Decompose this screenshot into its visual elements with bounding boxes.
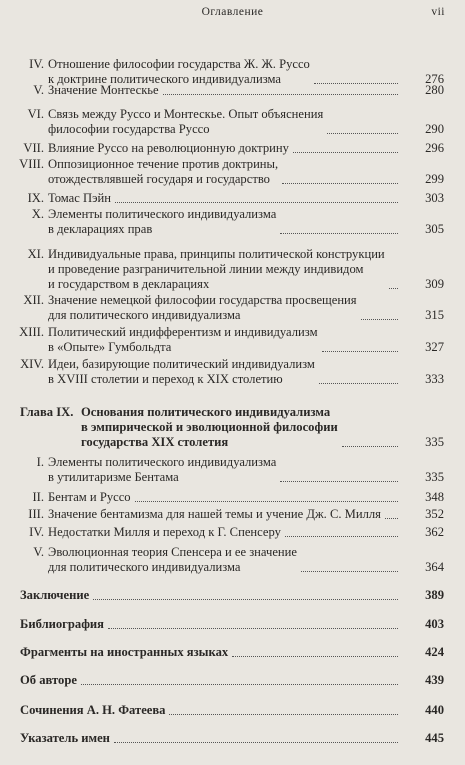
toc-entry-number: V. bbox=[33, 545, 44, 559]
toc-entry-title-line: Оппозиционное течение против доктрины, bbox=[48, 157, 279, 171]
toc-entry-title bbox=[48, 507, 381, 522]
toc-entry-title-line: Бентам и Руссо bbox=[48, 490, 131, 504]
dot-leader bbox=[389, 287, 398, 289]
toc-entry-number: XII. bbox=[23, 293, 44, 307]
toc-entry-title bbox=[48, 525, 281, 540]
toc-entry-number: IX. bbox=[27, 191, 44, 205]
toc-entry-number: VIII. bbox=[19, 157, 44, 171]
toc-entry-title-line: Недостатки Милля и переход к Г. Спенсеру bbox=[48, 525, 281, 539]
toc-entry-page: 290 bbox=[425, 122, 444, 136]
dot-leader bbox=[163, 93, 398, 95]
toc-entry-number: II. bbox=[32, 490, 44, 504]
toc-entry-title-line: Заключение bbox=[20, 588, 90, 602]
dot-leader bbox=[361, 318, 398, 320]
toc-entry-title-line: Влияние Руссо на революционную доктрину bbox=[48, 141, 289, 155]
dot-leader bbox=[169, 713, 398, 715]
toc-entry-title bbox=[48, 490, 131, 505]
toc-entry-page: 335 bbox=[425, 470, 444, 484]
toc-entry-title bbox=[48, 83, 159, 98]
toc-entry-title-line: и проведение разграничительной линии между индивидом bbox=[48, 262, 364, 276]
toc-entry-title-line: философии государства Руссо bbox=[48, 122, 210, 136]
dot-leader bbox=[81, 683, 398, 685]
dot-leader bbox=[280, 232, 398, 234]
toc-entry-title bbox=[20, 703, 165, 718]
toc-entry-page: 296 bbox=[425, 141, 444, 155]
toc-entry-title bbox=[20, 673, 77, 688]
dot-leader bbox=[342, 445, 398, 447]
toc-entry-title-line: Значение немецкой философии государства просвещения bbox=[48, 293, 357, 307]
toc-entry-title bbox=[48, 247, 385, 292]
toc-entry-title-line: Значение бентамизма для нашей темы и учение Дж. С. Милля bbox=[48, 507, 381, 521]
dot-leader bbox=[301, 570, 398, 572]
dot-leader bbox=[114, 741, 398, 743]
toc-entry-page: 303 bbox=[425, 191, 444, 205]
toc-entry-page: 439 bbox=[425, 673, 444, 687]
toc-entry-title-line: Отношение философии государства Ж. Ж. Руссо bbox=[48, 57, 310, 71]
toc-entry-title bbox=[20, 645, 228, 660]
toc-entry-title-line: в XVIII столетии и переход к XIX столетию bbox=[48, 372, 283, 386]
toc-entry-title-line: в эмпирической и эволюционной философии bbox=[81, 420, 338, 434]
toc-entry-number: III. bbox=[28, 507, 44, 521]
dot-leader bbox=[293, 151, 398, 153]
toc-entry-title bbox=[48, 545, 297, 575]
toc-entry-number: V. bbox=[33, 83, 44, 97]
toc-entry-page: 309 bbox=[425, 277, 444, 291]
toc-entry-title bbox=[48, 207, 276, 237]
toc-entry-page: 445 bbox=[425, 731, 444, 745]
toc-entry-title-line: в декларациях прав bbox=[48, 222, 153, 236]
toc-entry-title-line: Значение Монтескье bbox=[48, 83, 159, 97]
toc-entry-title-line: Библиография bbox=[20, 617, 104, 631]
toc-entry-title-line: Томас Пэйн bbox=[48, 191, 111, 205]
header-page-number: vii bbox=[431, 6, 445, 18]
toc-entry-title bbox=[48, 141, 289, 156]
toc-entry-page: 305 bbox=[425, 222, 444, 236]
toc-entry-title bbox=[20, 588, 89, 603]
running-header bbox=[0, 6, 465, 26]
header-title: Оглавление bbox=[201, 6, 264, 18]
toc-entry-page: 348 bbox=[425, 490, 444, 504]
dot-leader bbox=[322, 350, 398, 352]
toc-entry-title-line: Об авторе bbox=[20, 673, 77, 687]
toc-entry-page: 327 bbox=[425, 340, 444, 354]
toc-entry-title-line: Политический индифферентизм и индивидуализм bbox=[48, 325, 318, 339]
toc-entry-title-line: государства XIX столетия bbox=[81, 435, 229, 449]
toc-entry-number: IV. bbox=[29, 525, 44, 539]
toc-entry-number: XIV. bbox=[20, 357, 44, 371]
toc-entry-number: X. bbox=[31, 207, 44, 221]
toc-entry-page: 403 bbox=[425, 617, 444, 631]
dot-leader bbox=[285, 535, 398, 537]
toc-entry-title bbox=[20, 617, 104, 632]
toc-entry-title-line: Элементы политического индивидуализма bbox=[48, 207, 277, 221]
toc-entry-number: XI. bbox=[27, 247, 44, 261]
toc-entry-page: 333 bbox=[425, 372, 444, 386]
toc-entry-page: 424 bbox=[425, 645, 444, 659]
toc-entry-page: 389 bbox=[425, 588, 444, 602]
dot-leader bbox=[327, 132, 398, 134]
toc-entry-title-line: Идеи, базирующие политический индивидуализм bbox=[48, 357, 315, 371]
dot-leader bbox=[282, 182, 398, 184]
toc-entry-title-line: для политического индивидуализма bbox=[48, 308, 241, 322]
dot-leader bbox=[108, 627, 398, 629]
toc-entry-title-line: Указатель имен bbox=[20, 731, 110, 745]
dot-leader bbox=[385, 517, 398, 519]
dot-leader bbox=[314, 82, 398, 84]
toc-entry-title-line: Основания политического индивидуализма bbox=[81, 405, 331, 419]
toc-entry-title-line: Связь между Руссо и Монтескье. Опыт объяснения bbox=[48, 107, 324, 121]
dot-leader bbox=[135, 500, 398, 502]
toc-entry-number: XIII. bbox=[19, 325, 44, 339]
toc-entry-title bbox=[48, 357, 315, 387]
toc-entry-page: 299 bbox=[425, 172, 444, 186]
toc-entry-page: 280 bbox=[425, 83, 444, 97]
dot-leader bbox=[93, 598, 398, 600]
toc-entry-title bbox=[48, 107, 323, 137]
toc-entry-title-line: Эволюционная теория Спенсера и ее значение bbox=[48, 545, 297, 559]
toc-entry-title-line: Индивидуальные права, принципы политической конструкции bbox=[48, 247, 385, 261]
dot-leader bbox=[115, 201, 398, 203]
toc-entry-title-line: Фрагменты на иностранных языках bbox=[20, 645, 229, 659]
toc-entry-number: VI. bbox=[27, 107, 44, 121]
toc-entry-title bbox=[48, 191, 111, 206]
toc-entry-title-line: Элементы политического индивидуализма bbox=[48, 455, 277, 469]
toc-entry-page: 335 bbox=[425, 435, 444, 449]
toc-entry-title bbox=[48, 293, 357, 323]
dot-leader bbox=[280, 480, 398, 482]
toc-entry-page: 315 bbox=[425, 308, 444, 322]
toc-entry-page: 352 bbox=[425, 507, 444, 521]
toc-entry-page: 362 bbox=[425, 525, 444, 539]
toc-entry-title bbox=[48, 157, 278, 187]
toc-entry-title bbox=[81, 405, 338, 450]
toc-entry-title-line: для политического индивидуализма bbox=[48, 560, 241, 574]
toc-entry-page: 440 bbox=[425, 703, 444, 717]
toc-entry-title-line: в утилитаризме Бентама bbox=[48, 470, 179, 484]
toc-entry-title-line: отождествлявшей государя и государство bbox=[48, 172, 270, 186]
toc-entry-title bbox=[48, 455, 276, 485]
toc-chapter-number: Глава IX. bbox=[20, 405, 74, 419]
toc-entry-page: 364 bbox=[425, 560, 444, 574]
toc-entry-title-line: в «Опыте» Гумбольдта bbox=[48, 340, 172, 354]
toc-entry-title bbox=[48, 325, 318, 355]
toc-entry-number: VII. bbox=[23, 141, 44, 155]
toc-entry-title-line: к доктрине политического индивидуализма bbox=[48, 72, 281, 86]
toc-entry-title-line: Сочинения А. Н. Фатеева bbox=[20, 703, 166, 717]
dot-leader bbox=[232, 655, 398, 657]
toc-entry-title-line: и государством в декларациях bbox=[48, 277, 210, 291]
dot-leader bbox=[319, 382, 398, 384]
toc-entry-title bbox=[20, 731, 110, 746]
toc-entry-number: I. bbox=[36, 455, 44, 469]
toc-entry-page: 276 bbox=[425, 72, 444, 86]
toc-entry-number: IV. bbox=[29, 57, 44, 71]
